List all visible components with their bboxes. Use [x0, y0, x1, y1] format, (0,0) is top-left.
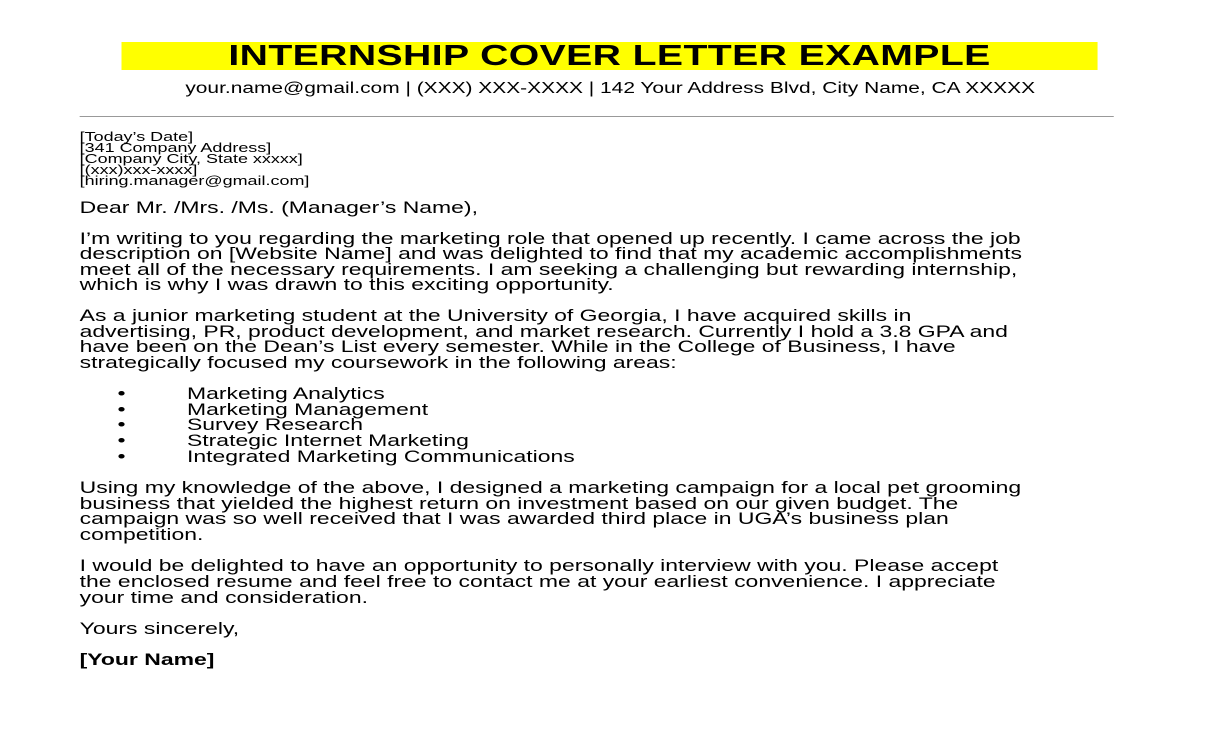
address-line: [hiring.manager@gmail.com] [79, 173, 310, 188]
paragraph-2-line: have been on the Dean’s List every semester. While in the College of Business, I have [79, 337, 956, 356]
bullet-icon: • [117, 415, 126, 434]
paragraph-3-line: campaign was so well received that I was awarded third place in UGA’s business plan [79, 509, 949, 528]
bullet-item: Integrated Marketing Communications [186, 447, 575, 466]
paragraph-3-line: business that yielded the highest return on investment based on our given budget. The [79, 494, 959, 513]
signature-name: [Your Name] [79, 650, 215, 669]
bullet-item: Marketing Management [186, 400, 429, 419]
paragraph-1-line: I’m writing to you regarding the marketing role that opened up recently. I came across the job [79, 229, 1021, 248]
bullet-icon: • [117, 431, 126, 450]
bullet-item: Survey Research [186, 415, 364, 434]
bullet-icon: • [117, 400, 126, 419]
salutation: Dear Mr. /Mrs. /Ms. (Manager’s Name), [79, 198, 478, 217]
paragraph-1-line: which is why I was drawn to this exciting opportunity. [79, 275, 614, 294]
address-line: [341 Company Address] [79, 140, 272, 155]
paragraph-1-line: description on [Website Name] and was delighted to find that my academic accomplishments [79, 244, 1022, 263]
paragraph-2-line: advertising, PR, product development, and market research. Currently I hold a 3.8 GPA and [79, 322, 1008, 341]
paragraph-2-line: strategically focused my coursework in the following areas: [79, 353, 677, 372]
paragraph-4-line: I would be delighted to have an opportunity to personally interview with you. Please accept [79, 556, 999, 575]
document-title: INTERNSHIP COVER LETTER EXAMPLE [122, 42, 1098, 70]
paragraph-3-line: competition. [79, 525, 204, 544]
paragraph-3-line: Using my knowledge of the above, I designed a marketing campaign for a local pet grooming [79, 478, 1022, 497]
header-divider [80, 116, 1114, 117]
paragraph-4-line: the enclosed resume and feel free to contact me at your earliest convenience. I appreciate [79, 572, 996, 591]
address-line: [(xxx)xxx-xxxx] [79, 162, 198, 177]
address-line: [Today’s Date] [79, 129, 194, 144]
paragraph-4-line: your time and consideration. [79, 588, 368, 607]
bullet-icon: • [117, 447, 126, 466]
paragraph-1-line: meet all of the necessary requirements. I am seeking a challenging but rewarding internship, [79, 260, 1018, 279]
bullet-icon: • [117, 384, 126, 403]
bullet-item: Strategic Internet Marketing [186, 431, 469, 450]
closing: Yours sincerely, [79, 619, 240, 638]
paragraph-2-line: As a junior marketing student at the University of Georgia, I have acquired skills in [79, 306, 912, 325]
bullet-item: Marketing Analytics [186, 384, 385, 403]
address-line: [Company City, State xxxxx] [79, 151, 303, 166]
contact-line: your.name@gmail.com | (XXX) XXX-XXXX | 142 Your Address Blvd, City Name, CA XXXXX [185, 80, 1036, 97]
